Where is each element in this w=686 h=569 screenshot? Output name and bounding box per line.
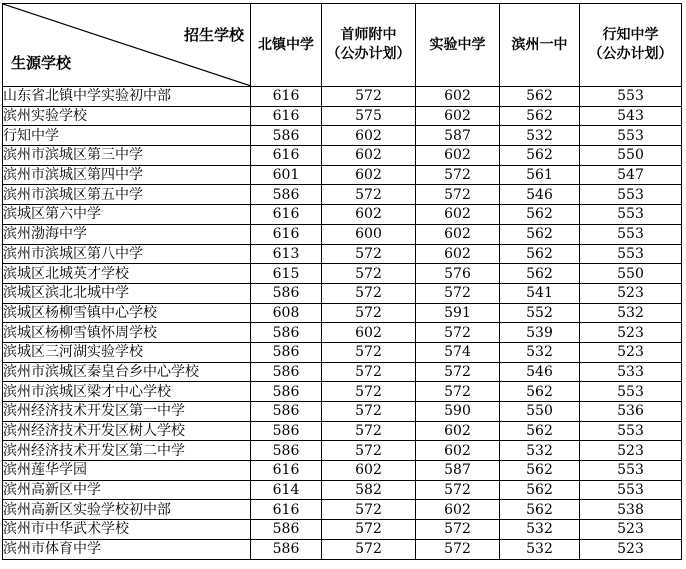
score-cell: 602 bbox=[416, 224, 500, 244]
score-cell: 616 bbox=[251, 500, 322, 520]
table-row bbox=[3, 264, 682, 284]
score-cell: 562 bbox=[500, 500, 580, 520]
table-row bbox=[3, 539, 682, 559]
score-cell: 586 bbox=[251, 323, 322, 343]
table-body bbox=[3, 87, 682, 560]
score-cell: 602 bbox=[416, 106, 500, 126]
table-row bbox=[3, 461, 682, 481]
table-row bbox=[3, 323, 682, 343]
score-cell: 553 bbox=[580, 205, 682, 225]
column-header-line2: （公办计划） bbox=[588, 46, 673, 62]
score-cell: 614 bbox=[251, 480, 322, 500]
score-cell: 572 bbox=[322, 283, 416, 303]
score-cell: 602 bbox=[322, 461, 416, 481]
column-header-line1: 滨州一中 bbox=[511, 36, 568, 53]
score-cell: 586 bbox=[251, 342, 322, 362]
score-cell: 601 bbox=[251, 165, 322, 185]
score-cell: 523 bbox=[580, 342, 682, 362]
score-cell: 574 bbox=[416, 342, 500, 362]
score-cell: 600 bbox=[322, 224, 416, 244]
score-cell: 572 bbox=[322, 421, 416, 441]
header-row bbox=[3, 4, 682, 87]
score-cell: 550 bbox=[580, 264, 682, 284]
score-cell: 586 bbox=[251, 402, 322, 422]
score-cell: 562 bbox=[500, 87, 580, 107]
score-cell: 602 bbox=[322, 165, 416, 185]
column-header-shoushi bbox=[322, 4, 416, 87]
source-school-name: 滨州市滨城区梁才中心学校 bbox=[3, 382, 251, 402]
score-cell: 602 bbox=[322, 126, 416, 146]
table-row bbox=[3, 362, 682, 382]
table-row bbox=[3, 283, 682, 303]
table-header bbox=[3, 4, 682, 87]
score-cell: 587 bbox=[416, 461, 500, 481]
score-cell: 553 bbox=[580, 461, 682, 481]
score-cell: 553 bbox=[580, 126, 682, 146]
column-header-xingzhi bbox=[580, 4, 682, 87]
score-cell: 572 bbox=[322, 520, 416, 540]
source-school-name: 滨州高新区中学 bbox=[3, 480, 251, 500]
score-cell: 572 bbox=[322, 264, 416, 284]
source-school-name: 滨州经济技术开发区第二中学 bbox=[3, 441, 251, 461]
score-cell: 602 bbox=[416, 244, 500, 264]
score-cell: 536 bbox=[580, 402, 682, 422]
source-school-name: 滨城区杨柳雪镇中心学校 bbox=[3, 303, 251, 323]
admission-score-table bbox=[2, 3, 682, 560]
score-cell: 602 bbox=[322, 323, 416, 343]
source-school-name: 滨州莲华学园 bbox=[3, 461, 251, 481]
source-school-name: 滨州经济技术开发区树人学校 bbox=[3, 421, 251, 441]
score-cell: 602 bbox=[416, 146, 500, 166]
score-cell: 562 bbox=[500, 461, 580, 481]
score-cell: 546 bbox=[500, 362, 580, 382]
score-cell: 523 bbox=[580, 283, 682, 303]
score-cell: 553 bbox=[580, 87, 682, 107]
table-row bbox=[3, 421, 682, 441]
score-cell: 602 bbox=[416, 205, 500, 225]
source-school-name: 滨州实验学校 bbox=[3, 106, 251, 126]
table-row bbox=[3, 185, 682, 205]
score-cell: 532 bbox=[500, 520, 580, 540]
score-cell: 572 bbox=[416, 480, 500, 500]
source-school-name: 滨州市滨城区第五中学 bbox=[3, 185, 251, 205]
score-cell: 572 bbox=[416, 382, 500, 402]
score-cell: 602 bbox=[416, 441, 500, 461]
table-row bbox=[3, 500, 682, 520]
score-cell: 572 bbox=[322, 539, 416, 559]
score-cell: 553 bbox=[580, 185, 682, 205]
table-row bbox=[3, 106, 682, 126]
table-row bbox=[3, 303, 682, 323]
score-cell: 586 bbox=[251, 126, 322, 146]
score-cell: 550 bbox=[580, 146, 682, 166]
score-cell: 541 bbox=[500, 283, 580, 303]
source-school-name: 滨州市中华武术学校 bbox=[3, 520, 251, 540]
table-row bbox=[3, 224, 682, 244]
source-school-name: 滨州市体育中学 bbox=[3, 539, 251, 559]
table-row bbox=[3, 402, 682, 422]
column-header-line1: 北镇中学 bbox=[258, 36, 314, 53]
table-row bbox=[3, 520, 682, 540]
score-cell: 562 bbox=[500, 224, 580, 244]
score-cell: 532 bbox=[580, 303, 682, 323]
column-header-line1: 首师附中 bbox=[340, 27, 397, 43]
column-header-line1: 行知中学 bbox=[602, 27, 659, 43]
score-cell: 543 bbox=[580, 106, 682, 126]
table-row bbox=[3, 244, 682, 264]
score-cell: 572 bbox=[322, 382, 416, 402]
score-cell: 586 bbox=[251, 539, 322, 559]
score-cell: 572 bbox=[322, 303, 416, 323]
score-cell: 553 bbox=[580, 224, 682, 244]
column-header-shiyan bbox=[416, 4, 500, 87]
source-school-name: 滨州市滨城区第八中学 bbox=[3, 244, 251, 264]
score-cell: 613 bbox=[251, 244, 322, 264]
source-school-name: 滨城区第六中学 bbox=[3, 205, 251, 225]
source-school-name: 山东省北镇中学实验初中部 bbox=[3, 87, 251, 107]
source-school-name: 滨州经济技术开发区第一中学 bbox=[3, 402, 251, 422]
score-cell: 552 bbox=[500, 303, 580, 323]
score-cell: 586 bbox=[251, 185, 322, 205]
score-cell: 616 bbox=[251, 146, 322, 166]
score-cell: 562 bbox=[500, 264, 580, 284]
score-cell: 586 bbox=[251, 382, 322, 402]
score-cell: 532 bbox=[500, 539, 580, 559]
source-school-name: 滨州高新区实验学校初中部 bbox=[3, 500, 251, 520]
source-school-name: 滨州渤海中学 bbox=[3, 224, 251, 244]
score-cell: 532 bbox=[500, 342, 580, 362]
score-cell: 553 bbox=[580, 421, 682, 441]
score-cell: 562 bbox=[500, 480, 580, 500]
score-cell: 586 bbox=[251, 441, 322, 461]
score-cell: 553 bbox=[580, 244, 682, 264]
score-cell: 572 bbox=[416, 323, 500, 343]
score-cell: 572 bbox=[322, 500, 416, 520]
source-school-name: 滨城区三河湖实验学校 bbox=[3, 342, 251, 362]
score-cell: 572 bbox=[416, 283, 500, 303]
score-cell: 590 bbox=[416, 402, 500, 422]
table-row bbox=[3, 126, 682, 146]
score-cell: 575 bbox=[322, 106, 416, 126]
table-row bbox=[3, 146, 682, 166]
score-cell: 602 bbox=[416, 87, 500, 107]
score-cell: 586 bbox=[251, 362, 322, 382]
score-cell: 616 bbox=[251, 224, 322, 244]
source-school-name: 滨州市滨城区第四中学 bbox=[3, 165, 251, 185]
source-school-name: 滨城区杨柳雪镇怀周学校 bbox=[3, 323, 251, 343]
score-cell: 572 bbox=[416, 539, 500, 559]
score-cell: 562 bbox=[500, 205, 580, 225]
diagonal-divider-line bbox=[3, 4, 251, 86]
score-cell: 615 bbox=[251, 264, 322, 284]
score-cell: 582 bbox=[322, 480, 416, 500]
source-school-label: 生源学校 bbox=[11, 54, 72, 72]
table-row bbox=[3, 205, 682, 225]
score-cell: 562 bbox=[500, 244, 580, 264]
score-cell: 550 bbox=[500, 402, 580, 422]
score-cell: 538 bbox=[580, 500, 682, 520]
score-cell: 608 bbox=[251, 303, 322, 323]
table-row bbox=[3, 480, 682, 500]
score-cell: 586 bbox=[251, 283, 322, 303]
column-header-binzhou-yizhong bbox=[500, 4, 580, 87]
score-cell: 572 bbox=[416, 362, 500, 382]
score-cell: 562 bbox=[500, 146, 580, 166]
score-cell: 547 bbox=[580, 165, 682, 185]
score-cell: 572 bbox=[322, 362, 416, 382]
source-school-name: 滨州市滨城区秦皇台乡中心学校 bbox=[3, 362, 251, 382]
score-cell: 572 bbox=[322, 185, 416, 205]
column-header-line2: （公办计划） bbox=[326, 46, 411, 62]
score-cell: 591 bbox=[416, 303, 500, 323]
score-cell: 616 bbox=[251, 106, 322, 126]
score-cell: 553 bbox=[580, 382, 682, 402]
column-header-line1: 实验中学 bbox=[429, 36, 486, 53]
score-cell: 553 bbox=[580, 480, 682, 500]
score-cell: 616 bbox=[251, 87, 322, 107]
score-cell: 532 bbox=[500, 126, 580, 146]
score-cell: 533 bbox=[580, 362, 682, 382]
score-cell: 532 bbox=[500, 441, 580, 461]
score-cell: 572 bbox=[322, 402, 416, 422]
score-cell: 562 bbox=[500, 382, 580, 402]
score-cell: 562 bbox=[500, 106, 580, 126]
score-cell: 602 bbox=[322, 205, 416, 225]
source-school-name: 滨州市滨城区第三中学 bbox=[3, 146, 251, 166]
score-cell: 523 bbox=[580, 441, 682, 461]
score-cell: 523 bbox=[580, 539, 682, 559]
score-cell: 602 bbox=[416, 500, 500, 520]
source-school-name: 滨城区滨北北城中学 bbox=[3, 283, 251, 303]
score-cell: 562 bbox=[500, 421, 580, 441]
score-cell: 561 bbox=[500, 165, 580, 185]
table-row bbox=[3, 382, 682, 402]
score-cell: 602 bbox=[416, 421, 500, 441]
score-cell: 572 bbox=[416, 520, 500, 540]
enrolling-school-label: 招生学校 bbox=[183, 26, 244, 44]
source-school-name: 滨城区北城英才学校 bbox=[3, 264, 251, 284]
table-row bbox=[3, 165, 682, 185]
score-cell: 616 bbox=[251, 461, 322, 481]
score-cell: 572 bbox=[416, 165, 500, 185]
diagonal-header-cell bbox=[3, 4, 251, 87]
score-cell: 539 bbox=[500, 323, 580, 343]
score-cell: 572 bbox=[322, 342, 416, 362]
score-cell: 523 bbox=[580, 323, 682, 343]
score-cell: 572 bbox=[322, 441, 416, 461]
score-cell: 572 bbox=[416, 185, 500, 205]
score-cell: 586 bbox=[251, 421, 322, 441]
table-row bbox=[3, 441, 682, 461]
table-row bbox=[3, 342, 682, 362]
score-cell: 572 bbox=[322, 87, 416, 107]
score-cell: 576 bbox=[416, 264, 500, 284]
score-cell: 586 bbox=[251, 520, 322, 540]
table-row bbox=[3, 87, 682, 107]
score-cell: 546 bbox=[500, 185, 580, 205]
source-school-name: 行知中学 bbox=[3, 126, 251, 146]
score-cell: 572 bbox=[322, 244, 416, 264]
column-header-beizhen bbox=[251, 4, 322, 87]
score-cell: 587 bbox=[416, 126, 500, 146]
score-cell: 616 bbox=[251, 205, 322, 225]
score-cell: 602 bbox=[322, 146, 416, 166]
score-cell: 523 bbox=[580, 520, 682, 540]
